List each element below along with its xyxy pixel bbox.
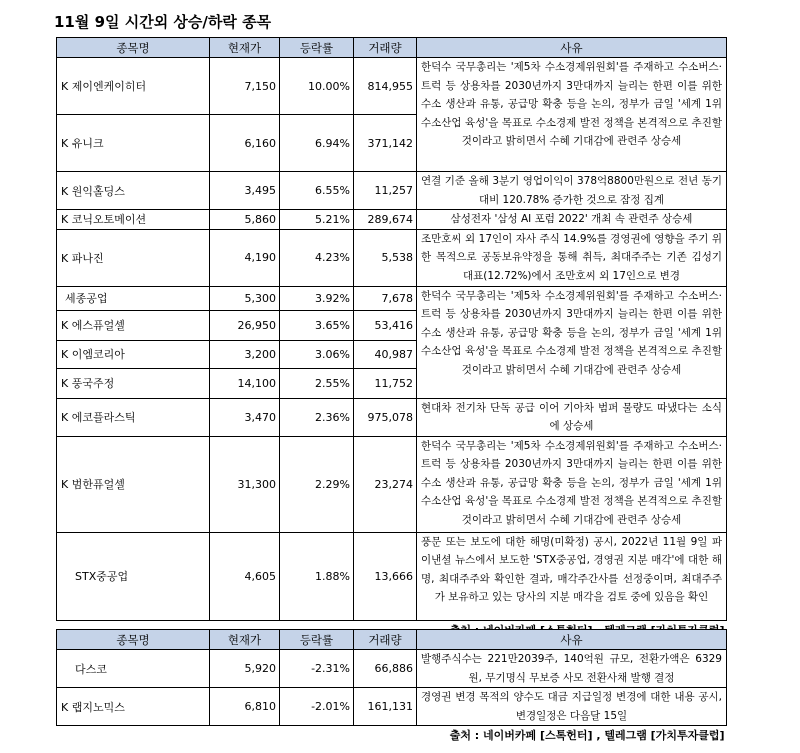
header-volume: 거래량 xyxy=(354,38,417,58)
source-note: 출처 : 네이버카페 [스톡헌터] , 텔레그램 [가치투자클럽] xyxy=(449,729,725,742)
stock-price: 6,810 xyxy=(210,688,280,726)
stock-price: 6,160 xyxy=(210,115,280,172)
stock-rate: -2.31% xyxy=(280,650,354,688)
stock-name: K 에스퓨얼셀 xyxy=(57,310,210,340)
reason-cell xyxy=(417,210,727,230)
stock-rate: 3.65% xyxy=(280,310,354,340)
header-price: 현재가 xyxy=(210,38,280,58)
stock-price: 3,200 xyxy=(210,340,280,368)
reason-cell xyxy=(417,286,727,398)
stock-price: 5,860 xyxy=(210,210,280,230)
table-row xyxy=(57,398,727,436)
stock-price: 5,300 xyxy=(210,286,280,310)
header-reason: 사유 xyxy=(417,38,727,58)
table-row xyxy=(57,286,727,310)
header-reason: 사유 xyxy=(417,630,727,650)
stock-price: 3,495 xyxy=(210,172,280,210)
stock-rate: 2.55% xyxy=(280,368,354,398)
stock-name: K 이엠코리아 xyxy=(57,340,210,368)
header-price: 현재가 xyxy=(210,630,280,650)
stock-volume: 289,674 xyxy=(354,210,417,230)
stock-volume: 814,955 xyxy=(354,58,417,115)
reason-text: 한덕수 국무총리는 '제5차 수소경제위원회'를 주재하고 수소버스·트럭 등 상용차를 2030년까지 3만대까지 늘리는 한편 이를 위한 수소 생산과 유통, 공급망 확충 등을 논의, 정부가 금일 '세계 1위 수소산업 육성'을 목표로 수소경제 발전 정책을 본격적으로 추진할 것이라고 밝히면서 수혜 기대감에 관련주 상승세 xyxy=(421,289,722,376)
stock-rate: 2.29% xyxy=(280,436,354,532)
table-row xyxy=(57,210,727,230)
header-name: 종목명 xyxy=(57,38,210,58)
reason-text: 삼성전자 '삼성 AI 포럼 2022' 개최 속 관련주 상승세 xyxy=(450,213,693,225)
reason-cell xyxy=(417,532,727,620)
stock-name: K 풍국주정 xyxy=(57,368,210,398)
reason-text: 풍문 또는 보도에 대한 해명(미확정) 공시, 2022년 11월 9일 파이낸셜 뉴스에서 보도한 'STX중공업, 경영권 지분 매각'에 대한 해명, 최대주주와 확인한 결과, 매각주간사를 선정중이며, 최대주주가 보유하고 있는 당사의 지분 매각을 검토 중에 있음을 확인 xyxy=(421,535,722,603)
reason-text: 조만호씨 외 17인이 자사 주식 14.9%를 경영권에 영향을 주기 위한 목적으로 공동보유약정을 통해 취득, 최대주주는 기존 김성기 대표(12.72%)에서 조만호씨 외 17인으로 변경 xyxy=(421,232,722,282)
stock-rate: -2.01% xyxy=(280,688,354,726)
stock-rate: 4.23% xyxy=(280,229,354,286)
stock-name: K 랩지노믹스 xyxy=(57,688,210,726)
reason-text: 발행주식수는 221만2039주, 140억원 규모, 전환가액은 6329원, 무기명식 무보증 사모 전환사채 발행 결정 xyxy=(421,653,722,684)
stock-name: K 유니크 xyxy=(57,115,210,172)
stock-price: 4,190 xyxy=(210,229,280,286)
reason-cell xyxy=(417,650,727,688)
stock-rate: 6.55% xyxy=(280,172,354,210)
stock-volume: 53,416 xyxy=(354,310,417,340)
stock-volume: 11,257 xyxy=(354,172,417,210)
stock-rate: 6.94% xyxy=(280,115,354,172)
table-row xyxy=(57,532,727,620)
table-header-row xyxy=(57,38,727,58)
stock-name: 다스코 xyxy=(57,650,210,688)
table-row xyxy=(57,58,727,115)
stock-volume: 23,274 xyxy=(354,436,417,532)
stock-rate: 3.92% xyxy=(280,286,354,310)
reason-cell xyxy=(417,58,727,172)
table-row xyxy=(57,436,727,532)
rising-stocks-table xyxy=(56,37,727,639)
header-rate: 등락률 xyxy=(280,630,354,650)
stock-volume: 7,678 xyxy=(354,286,417,310)
stock-price: 3,470 xyxy=(210,398,280,436)
reason-text: 한덕수 국무총리는 '제5차 수소경제위원회'를 주재하고 수소버스·트럭 등 상용차를 2030년까지 3만대까지 늘리는 한편 이를 위한 수소 생산과 유통, 공급망 확충 등을 논의, 정부가 금일 '세계 1위 수소산업 육성'을 목표로 수소경제 발전 정책을 본격적으로 추진할 것이라고 밝히면서 수혜 기대감에 관련주 상승세 xyxy=(421,61,722,147)
stock-price: 14,100 xyxy=(210,368,280,398)
page-title: 11월 9일 시간외 상승/하락 종목 xyxy=(54,13,272,31)
reason-cell xyxy=(417,688,727,726)
stock-name: K 코닉오토메이션 xyxy=(57,210,210,230)
falling-stocks-table xyxy=(56,629,727,744)
stock-name: K 원익홀딩스 xyxy=(57,172,210,210)
stock-volume: 975,078 xyxy=(354,398,417,436)
header-volume: 거래량 xyxy=(354,630,417,650)
stock-rate: 1.88% xyxy=(280,532,354,620)
header-rate: 등락률 xyxy=(280,38,354,58)
stock-rate: 10.00% xyxy=(280,58,354,115)
reason-cell xyxy=(417,172,727,210)
stock-name: STX중공업 xyxy=(57,532,210,620)
stock-volume: 13,666 xyxy=(354,532,417,620)
reason-cell xyxy=(417,229,727,286)
stock-volume: 66,886 xyxy=(354,650,417,688)
reason-text: 경영권 변경 목적의 양수도 대금 지급일정 변경에 대한 내용 공시, 변경일정은 다음달 15일 xyxy=(421,691,722,722)
table-header-row xyxy=(57,630,727,650)
stock-rate: 2.36% xyxy=(280,398,354,436)
stock-name: K 파나진 xyxy=(57,229,210,286)
stock-volume: 11,752 xyxy=(354,368,417,398)
source-row xyxy=(57,726,727,745)
table-row xyxy=(57,688,727,726)
stock-name: K 에코플라스틱 xyxy=(57,398,210,436)
stock-rate: 5.21% xyxy=(280,210,354,230)
header-name: 종목명 xyxy=(57,630,210,650)
stock-volume: 161,131 xyxy=(354,688,417,726)
reason-text: 연결 기준 올해 3분기 영업이익이 378억8800만원으로 전년 동기 대비 120.78% 증가한 것으로 잠정 집계 xyxy=(421,175,722,206)
stock-price: 4,605 xyxy=(210,532,280,620)
stock-price: 26,950 xyxy=(210,310,280,340)
stock-rate: 3.06% xyxy=(280,340,354,368)
stock-name: 세종공업 xyxy=(57,286,210,310)
reason-text: 현대차 전기차 단독 공급 이어 기아차 범퍼 물량도 따냈다는 소식에 상승세 xyxy=(421,401,722,432)
stock-volume: 371,142 xyxy=(354,115,417,172)
reason-text: 한덕수 국무총리는 '제5차 수소경제위원회'를 주재하고 수소버스·트럭 등 상용차를 2030년까지 3만대까지 늘리는 한편 이를 위한 수소 생산과 유통, 공급망 확충 등을 논의, 정부가 금일 '세계 1위 수소산업 육성'을 목표로 수소경제 발전 정책을 본격적으로 추진할 것이라고 밝히면서 수혜 기대감에 관련주 상승세 xyxy=(421,439,722,526)
stock-name: K 제이엔케이히터 xyxy=(57,58,210,115)
table-row xyxy=(57,650,727,688)
table-row xyxy=(57,229,727,286)
stock-price: 7,150 xyxy=(210,58,280,115)
reason-cell xyxy=(417,436,727,532)
reason-cell xyxy=(417,398,727,436)
stock-price: 31,300 xyxy=(210,436,280,532)
table-row xyxy=(57,172,727,210)
stock-name: K 범한퓨얼셀 xyxy=(57,436,210,532)
stock-volume: 5,538 xyxy=(354,229,417,286)
stock-price: 5,920 xyxy=(210,650,280,688)
stock-volume: 40,987 xyxy=(354,340,417,368)
